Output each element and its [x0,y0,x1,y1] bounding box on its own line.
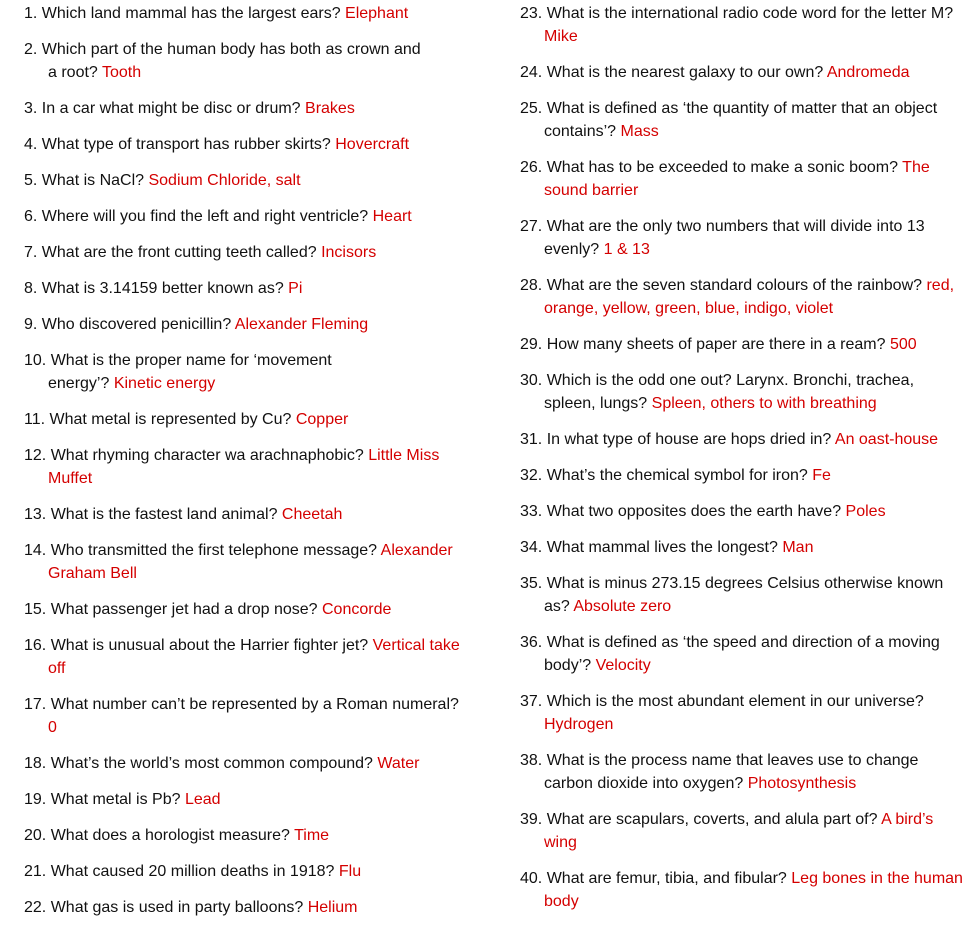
quiz-item [520,61,980,84]
quiz-item [24,896,482,919]
answer-text: Sodium Chloride, salt [148,172,301,189]
quiz-item [24,752,482,775]
quiz-item-line [24,896,482,919]
quiz-item [520,369,980,415]
question-text: 10. What is the proper name for ‘movement [24,352,332,369]
quiz-item-line [520,831,980,854]
question-text: 38. What is the process name that leaves use to change [520,752,919,769]
question-text: energy’? [48,375,114,392]
quiz-item [24,349,482,395]
question-text: 29. How many sheets of paper are there in a ream? [520,336,890,353]
quiz-item-line [520,631,980,654]
quiz-item [24,313,482,336]
quiz-item-line [520,61,980,84]
quiz-item [24,598,482,621]
quiz-item [24,241,482,264]
quiz-item-line [24,277,482,300]
quiz-item-line [24,61,482,84]
answer-text: Graham Bell [48,565,137,582]
answer-text: 0 [48,719,57,736]
quiz-item-line [520,713,980,736]
answer-text: Copper [295,411,349,428]
quiz-item-line [24,860,482,883]
answer-text: red, [926,277,955,294]
answer-text: 500 [889,336,917,353]
quiz-item-line [24,693,482,716]
question-text: 12. What rhyming character wa arachnaphobic? [24,447,369,464]
question-text: spleen, lungs? [544,395,652,412]
quiz-item-line [520,595,980,618]
question-text: 35. What is minus 273.15 degrees Celsius otherwise known [520,575,944,592]
answer-text: Tooth [101,64,142,81]
question-text: 6. Where will you find the left and right ventricle? [24,208,373,225]
question-text: 26. What has to be exceeded to make a sonic boom? [520,159,903,176]
quiz-item-line [24,657,482,680]
answer-text: Velocity [595,657,651,674]
answer-text: Brakes [305,100,355,117]
answer-text: Flu [338,863,362,880]
quiz-item-line [24,539,482,562]
question-text: 14. Who transmitted the first telephone message? [24,542,381,559]
question-text: 15. What passenger jet had a drop nose? [24,601,322,618]
quiz-item [520,500,980,523]
quiz-item [24,277,482,300]
question-text: 25. What is defined as ‘the quantity of matter that an object [520,100,938,117]
question-text: a root? [48,64,102,81]
question-text: 37. Which is the most abundant element in our universe? [520,693,924,710]
quiz-item-line [520,749,980,772]
quiz-item-line [520,25,980,48]
question-text: evenly? [544,241,604,258]
answer-text: body [544,893,579,910]
answer-text: A bird’s [881,811,934,828]
answer-text: Mass [620,123,659,140]
question-text: 22. What gas is used in party balloons? [24,899,308,916]
quiz-item-line [24,169,482,192]
quiz-item-line [520,274,980,297]
quiz-item-line [24,97,482,120]
quiz-item-line [520,238,980,261]
answer-text: Muffet [48,470,93,487]
quiz-item-line [520,215,980,238]
quiz-item [24,693,482,739]
answer-text: off [48,660,66,677]
question-text: 3. In a car what might be disc or drum? [24,100,306,117]
answer-text: 1 & 13 [603,241,650,258]
answer-text: Water [377,755,420,772]
answer-text: Absolute zero [573,598,672,615]
answer-text: Mike [544,28,578,45]
quiz-item-line [24,467,482,490]
quiz-item [520,867,980,913]
quiz-item [520,572,980,618]
quiz-item-line [520,654,980,677]
quiz-item [520,690,980,736]
quiz-item-line [24,824,482,847]
quiz-item-line [24,752,482,775]
quiz-item [24,38,482,84]
question-text: 30. Which is the odd one out? Larynx. Bronchi, trachea, [520,372,915,389]
answer-text: Lead [184,791,221,808]
quiz-item [24,539,482,585]
quiz-item-line [24,2,482,25]
question-text: body’? [544,657,596,674]
quiz-item [24,205,482,228]
question-text: 1. Which land mammal has the largest ears? [24,5,346,22]
quiz-item-line [24,38,482,61]
quiz-item [520,156,980,202]
quiz-item [520,97,980,143]
quiz-item-line [24,634,482,657]
question-text: 21. What caused 20 million deaths in 1918? [24,863,339,880]
quiz-item-line [520,179,980,202]
question-text: 13. What is the fastest land animal? [24,506,282,523]
answer-text: Poles [845,503,886,520]
quiz-item-line [520,97,980,120]
answer-text: Concorde [321,601,392,618]
quiz-item [520,464,980,487]
question-text: 33. What two opposites does the earth have? [520,503,846,520]
quiz-item-line [520,772,980,795]
question-text: 16. What is unusual about the Harrier fighter jet? [24,637,373,654]
question-text: 20. What does a horologist measure? [24,827,295,844]
quiz-item [24,634,482,680]
question-text: 11. What metal is represented by Cu? [24,411,296,428]
quiz-item [24,444,482,490]
question-text: contains’? [544,123,621,140]
quiz-item-line [24,372,482,395]
quiz-item [520,274,980,320]
answer-text: Kinetic energy [113,375,216,392]
answer-text: Photosynthesis [747,775,857,792]
quiz-item [520,428,980,451]
question-text: 24. What is the nearest galaxy to our own? [520,64,827,81]
quiz-item [520,2,980,48]
quiz-item [520,631,980,677]
answer-text: Man [782,539,814,556]
quiz-item-line [520,2,980,25]
answer-text: Heart [372,208,412,225]
quiz-item-line [24,313,482,336]
quiz-item-line [24,349,482,372]
quiz-item [520,808,980,854]
quiz-item [24,788,482,811]
question-text: 28. What are the seven standard colours of the rainbow? [520,277,927,294]
answer-text: Hydrogen [544,716,614,733]
question-text: 36. What is defined as ‘the speed and direction of a moving [520,634,940,651]
question-text: 9. Who discovered penicillin? [24,316,235,333]
quiz-item-line [520,156,980,179]
answer-text: An oast-house [834,431,939,448]
quiz-item [24,408,482,431]
answer-text: Hovercraft [335,136,410,153]
answer-text: Spleen, others to with breathing [651,395,877,412]
answer-text: Elephant [345,5,409,22]
quiz-item-line [520,867,980,890]
quiz-item-line [24,444,482,467]
question-text: 19. What metal is Pb? [24,791,185,808]
quiz-item-line [24,716,482,739]
quiz-item-line [24,408,482,431]
quiz-item [24,503,482,526]
question-text: 27. What are the only two numbers that will divide into 13 [520,218,925,235]
quiz-item [520,215,980,261]
quiz-item-line [520,500,980,523]
quiz-item-line [520,572,980,595]
quiz-item-line [24,503,482,526]
answer-text: Incisors [321,244,377,261]
quiz-item-line [520,890,980,913]
quiz-item-line [24,205,482,228]
quiz-item-line [24,598,482,621]
answer-text: sound barrier [544,182,639,199]
answer-text: The [902,159,930,176]
question-text: 7. What are the front cutting teeth called? [24,244,322,261]
quiz-item [520,333,980,356]
quiz-item-line [520,690,980,713]
quiz-item-line [520,297,980,320]
quiz-item-line [520,536,980,559]
question-text: 8. What is 3.14159 better known as? [24,280,289,297]
question-text: 40. What are femur, tibia, and fibular? [520,870,792,887]
answer-text: orange, yellow, green, blue, indigo, violet [544,300,834,317]
question-text: 5. What is NaCl? [24,172,149,189]
quiz-item [520,749,980,795]
question-text: 32. What’s the chemical symbol for iron? [520,467,813,484]
question-text: 23. What is the international radio code word for the letter M? [520,5,954,22]
quiz-item-line [520,808,980,831]
question-text: 2. Which part of the human body has both as crown and [24,41,421,58]
quiz-item [24,169,482,192]
answer-text: Pi [288,280,303,297]
answer-text: Fe [812,467,831,484]
answer-text: Time [294,827,330,844]
question-text: 4. What type of transport has rubber skirts? [24,136,336,153]
quiz-item-line [24,241,482,264]
quiz-item [24,97,482,120]
question-text: carbon dioxide into oxygen? [544,775,748,792]
answer-text: Alexander [380,542,453,559]
quiz-item-line [520,369,980,392]
question-text: 34. What mammal lives the longest? [520,539,783,556]
quiz-item [24,133,482,156]
question-text: 39. What are scapulars, coverts, and alula part of? [520,811,882,828]
answer-text: Vertical take [372,637,460,654]
answer-text: wing [544,834,577,851]
answer-text: Alexander Fleming [234,316,369,333]
answer-text: Little Miss [368,447,440,464]
quiz-item-line [24,788,482,811]
question-text: 31. In what type of house are hops dried in? [520,431,835,448]
answer-text: Helium [307,899,358,916]
quiz-item [520,536,980,559]
quiz-item-line [24,562,482,585]
answer-text: Cheetah [281,506,343,523]
answer-text: Leg bones in the human [791,870,963,887]
quiz-item-line [520,333,980,356]
quiz-item-line [520,428,980,451]
quiz-item-line [520,120,980,143]
quiz-item-line [24,133,482,156]
quiz-item-line [520,392,980,415]
quiz-item [24,860,482,883]
quiz-item [24,824,482,847]
question-text: 18. What’s the world’s most common compound? [24,755,378,772]
quiz-item-line [520,464,980,487]
answer-text: Andromeda [826,64,910,81]
quiz-item [24,2,482,25]
question-text: as? [544,598,574,615]
question-text: 17. What number can’t be represented by a Roman numeral? [24,696,459,713]
